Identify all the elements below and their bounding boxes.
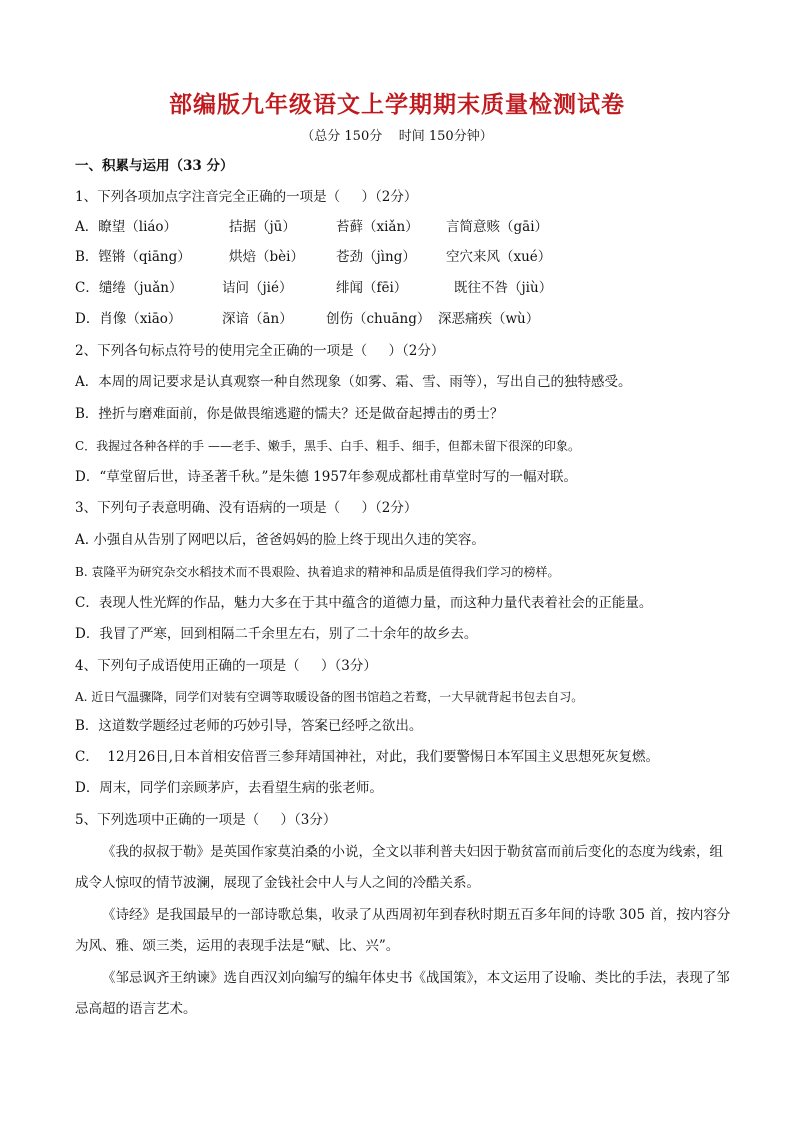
exam-subtitle: （总分 150分 时间 150分钟） bbox=[301, 129, 493, 144]
q2-option-d: D．“草堂留后世，诗圣著千秋。”是朱德 1957年参观成都杜甫草堂时写的一幅对联。 bbox=[75, 469, 578, 485]
q2-option-b: B．挫折与磨难面前，你是做畏缩逃避的懦夫？还是做奋起搏击的勇士？ bbox=[75, 406, 504, 422]
q3-stem: 3、下列句子表意明确、没有语病的一项是（ ）（2分） bbox=[75, 500, 418, 516]
q5-paragraph-2: 《诗经》是我国最早的一部诗歌总集，收录了从西周初年到春秋时期五百多年间的诗歌 305 首，按内容分为风、雅、颂三类，运用的表现手法是“赋、比、兴”。 bbox=[75, 907, 731, 954]
q4-option-a: A. 近日气温骤降，同学们对装有空调等取暖设备的图书馆趋之若鹜，一大早就背起书包去自习。 bbox=[75, 690, 584, 704]
q1-d-3: 创伤（chuāng） bbox=[326, 311, 431, 327]
q3-option-b: B. 袁隆平为研究杂交水稻技术而不畏艰险、执着追求的精神和品质是值得我们学习的榜样。 bbox=[75, 565, 560, 579]
q1-a-1: A．瞭望（liáo） bbox=[75, 219, 178, 235]
q1-c-3: 绯闻（fēi） bbox=[336, 280, 408, 296]
q5-stem: 5、下列选项中正确的一项是（ ）（3分） bbox=[75, 812, 337, 828]
q1-stem: 1、下列各项加点字注音完全正确的一项是（ ）（2分） bbox=[75, 189, 418, 205]
q1-d-2: 深谙（ān） bbox=[222, 311, 293, 327]
q2-option-c: C．我握过各种各样的手 ——老手、嫩手，黑手、白手、粗手、细手，但都未留下很深的印象。 bbox=[75, 439, 580, 453]
q2-stem: 2、下列各句标点符号的使用完全正确的一项是（ ）（2分） bbox=[75, 343, 445, 359]
q1-c-4: 既往不咎（jiù） bbox=[454, 280, 553, 296]
q1-a-3: 苔藓（xiǎn） bbox=[336, 219, 419, 235]
q1-a-4: 言简意赅（gāi） bbox=[446, 219, 549, 235]
q1-b-1: B．铿锵（qiāng） bbox=[75, 249, 191, 265]
q5-paragraph-1: 《我的叔叔于勒》是英国作家莫泊桑的小说，全文以菲利普夫妇因于勒贫富而前后变化的态度为线索，组成令人惊叹的情节波澜，展现了金钱社会中人与人之间的冷酷关系。 bbox=[75, 844, 723, 891]
q3-option-c: C．表现人性光辉的作品，魅力大多在于其中蕴含的道德力量，而这种力量代表着社会的正能量。 bbox=[75, 595, 653, 611]
q3-option-d: D．我冒了严寒，回到相隔二千余里左右，别了二十余年的故乡去。 bbox=[75, 626, 478, 642]
q3-option-a: A. 小强自从告别了网吧以后，爸爸妈妈的脸上终于现出久违的笑容。 bbox=[75, 532, 485, 548]
q4-option-b: B．这道数学题经过老师的巧妙引导，答案已经呼之欲出。 bbox=[75, 718, 423, 734]
q1-c-2: 诘问（jié） bbox=[222, 280, 293, 296]
q1-b-3: 苍劲（jìng） bbox=[336, 249, 416, 265]
q1-d-1: D．肖像（xiāo） bbox=[75, 311, 182, 327]
q5-paragraph-3: 《邹忌讽齐王纳谏》选自西汉刘向编写的编年体史书《战国策》，本文运用了设喻、类比的手法，表现了邹忌高超的语言艺术。 bbox=[75, 970, 730, 1017]
page-title: 部编版九年级语文上学期期末质量检测试卷 bbox=[169, 91, 625, 118]
section-heading: 一、积累与运用（33 分） bbox=[75, 158, 234, 174]
q1-b-4: 空穴来风（xué） bbox=[446, 249, 552, 265]
q1-a-2: 拮据（jū） bbox=[229, 219, 296, 235]
q4-option-c: C． 12月26日,日本首相安倍晋三参拜靖国神社，对此，我们要警惕日本军国主义思想死灰复燃。 bbox=[75, 749, 660, 765]
q1-d-4: 深恶痛疾（wù） bbox=[438, 311, 540, 327]
q2-option-a: A．本周的周记要求是认真观察一种自然现象（如雾、霜、雪、雨等），写出自己的独特感受。 bbox=[75, 374, 632, 390]
q4-option-d: D．周末，同学们亲顾茅庐，去看望生病的张老师。 bbox=[75, 780, 383, 796]
q4-stem: 4、下列句子成语使用正确的一项是（ ）（3分） bbox=[75, 658, 377, 674]
q1-b-2: 烘焙（bèi） bbox=[229, 249, 304, 265]
q1-c-1: C．缱绻（juǎn） bbox=[75, 280, 183, 296]
